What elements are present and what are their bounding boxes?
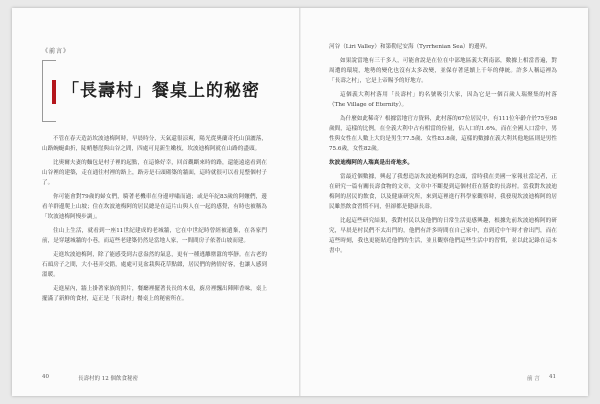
paragraph: 比奧爾夫妻的麵包是村子裡的起點，在這條好幸，回首觀斷來時的路，還能遠遠看到在山谷裡的建築，走在通往村裡的路上，路旁是石頭砌築的牆面，這時就很可以看見整個村子了。 — [42, 160, 267, 186]
page-number: 40 — [42, 374, 49, 380]
paragraph: 比起這些研究結果，我對村民以及他們的日常生活更感興趣，根據先前坎波迪梅阿的研究，早晨是村民們不太出門的，他們有許多時間在自己家中，直到近中午時才會出門，而在這些時刻，我也更能貼近他們的生活，並且觀察他們這些生活中的習慣，並以此記錄在這本書中。 — [329, 218, 557, 254]
right-page — [301, 8, 588, 396]
running-head: 前 言 — [527, 376, 540, 382]
highlighted-sentence: 坎波迪梅阿的人瑞真是出奇地多。 — [329, 160, 413, 166]
right-body-text — [329, 42, 557, 260]
paragraph: 為什麼如此稀奇？根據當地官方資料，此村落的67位居民中，有111位年齡介於75至98歲間，這樣的比例，在全義大利中占有相當的份量，佔人口的1.6%，而在全國人口當中，男性與女性在人數上大約是男生77.5歲、女性83.8歲，這樣的數據在義大利其他地區則是男性75.6歲，女性82歲。 — [329, 116, 557, 152]
paragraph: 如果說當地有三千多人，可能會說是在位在中部地區義大利南部，數據上相當普遍，對周遭的環境，地勢的變化也沒有太多改變，並保存著延續上千年的傳統。許多人稱這裡為「長壽之村」，它是上帝賜予的好地方。 — [329, 58, 557, 84]
chapter-title: 「長壽村」餐桌上的秘密 — [62, 81, 260, 101]
book-spread — [12, 8, 588, 396]
running-head: 長壽村的 12 個飲食秘密 — [78, 376, 138, 382]
left-page — [12, 8, 299, 396]
title-bracket-top — [42, 60, 56, 61]
paragraph: 當最近個數據，興起了我想造訪坎波迪梅阿的念頭，當時我在美國一家報社當記者，正在研究一篇有關長壽食物的文章，文章中不斷提到這個村莊在膳食的長壽村。當我對坎波迪梅阿的居民的飲食，以及健康研究所，來到這裡進行科學家觀察時，我發現坎波迪梅阿的居民雖然飲食習慣不同，但卻都是健康長壽。 — [329, 174, 557, 210]
paragraph: 這個義大利村落用「長壽村」的名號吸引大家，因為它是一個百歲人瑞聚集的村落（The Village of Eternity）。 — [329, 92, 557, 108]
title-accent-bar — [52, 80, 56, 104]
paragraph: 住山上生活，就看到一座11世紀建成的老城牆，它在中世紀時曾經被遺棄，在各家門前，是穿越城牆的小巷，而這些老建築仍然是當地人家，一間間房子依著山坡而建。 — [42, 228, 267, 244]
title-bracket-bottom — [42, 121, 56, 122]
page-number: 41 — [549, 374, 556, 380]
paragraph: 走進坎波迪梅阿，除了能感受到古意盎然的氣息，更有一種逃離塵囂的寧靜。在古老的石頭房子之間，大小巷弄交錯，處處可見盆栽與花草點綴，居民們的熱情好客，也讓人感到溫暖。 — [42, 252, 267, 278]
paragraph: 走進屋內，牆上掛著家族的照片，餐廳裡擺著長長的木桌，廚房裡飄出陣陣香味，桌上擺滿了新鮮的食材，這正是「長壽村」餐桌上的秘密所在。 — [42, 286, 267, 302]
left-body-text — [42, 134, 267, 308]
title-bracket-rule — [42, 60, 43, 122]
paragraph: 你可能會對79歲的婦女們，騎著老機車在身邊呼嘯而過；或是年紀83歲的阿嬤們，邊看羊群邊爬上山坡；住在坎波迪梅阿的居民總是在這片山與人在一起的感覺，有時也被稱為「坎波迪梅阿慢步調」。 — [42, 194, 267, 220]
paragraph: 不管在春天造訪坎波迪梅阿時，早晨時分，天氣還很涼爽，陽光從奧蘭奇托山頂灑落，山路蜿蜒曲折，陡峭懸崖與山谷之間，四處可見新生嫩枝，坎波迪梅阿就在山路的盡頭。 — [42, 136, 267, 152]
paragraph: 河谷（Liri Valley）和第勒尼安海（Tyrrhenian Sea）的邊界。 — [329, 44, 491, 50]
chapter-tag: 《前言》 — [42, 48, 71, 55]
